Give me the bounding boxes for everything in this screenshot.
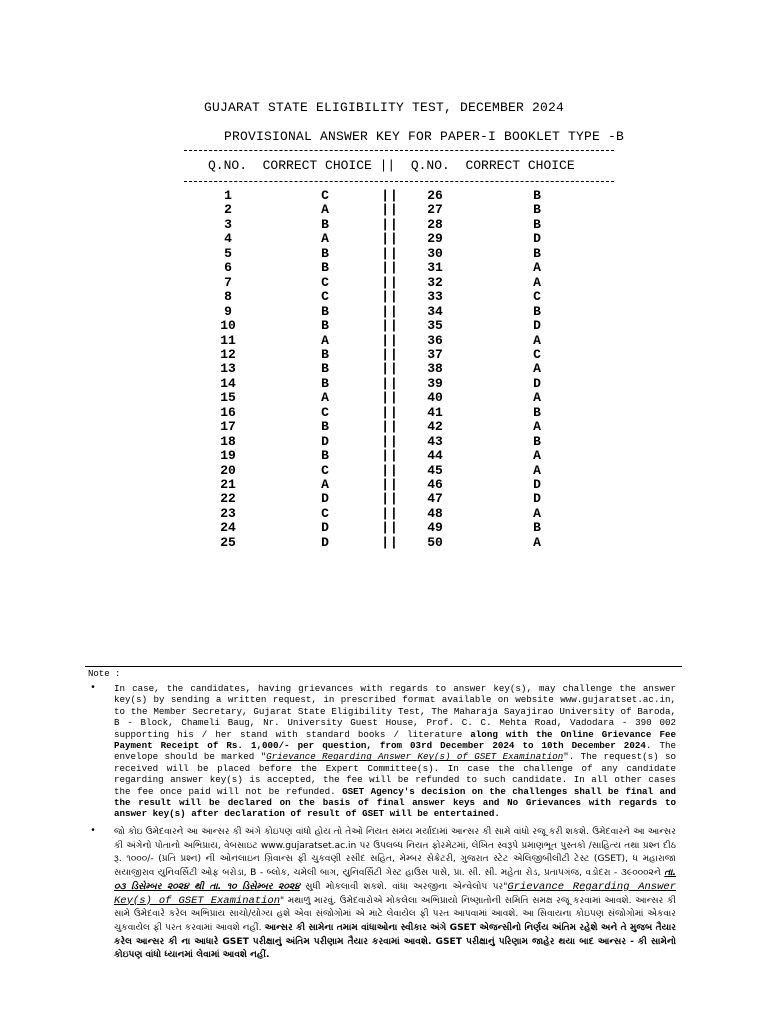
question-number: 44 — [427, 448, 443, 464]
question-number: 43 — [427, 433, 443, 449]
column-separator: || — [381, 231, 399, 247]
column-separator: || — [381, 188, 399, 203]
correct-choice: A — [321, 390, 329, 406]
question-number: 39 — [427, 375, 443, 391]
correct-choice: C — [321, 188, 329, 203]
correct-choice: B — [533, 188, 541, 203]
correct-choice: B — [321, 361, 329, 377]
correct-choice: C — [533, 289, 541, 305]
correct-choice: B — [321, 245, 329, 261]
note-gu-text: સુધી મોકલાવી શકશે. વાંધા અરજીના એન્વેલોપ પર" — [299, 881, 508, 892]
correct-choice: B — [533, 245, 541, 261]
note-label: Note : — [88, 669, 121, 679]
column-separator: || — [381, 375, 399, 391]
correct-choice: D — [533, 375, 541, 391]
note-gujarati — [114, 826, 676, 963]
question-number: 29 — [427, 231, 443, 247]
question-number: 41 — [427, 404, 443, 420]
question-number: 36 — [427, 332, 443, 348]
correct-choice: B — [321, 375, 329, 391]
question-number: 4 — [224, 231, 232, 247]
correct-choice: A — [321, 332, 329, 348]
correct-choice: A — [321, 202, 329, 218]
correct-choice: C — [321, 274, 329, 290]
column-separator: || — [381, 505, 399, 521]
question-number: 21 — [220, 477, 236, 492]
question-number: 9 — [224, 303, 232, 319]
question-number: 35 — [427, 318, 443, 334]
correct-choice: D — [321, 491, 329, 507]
question-number: 45 — [427, 462, 443, 478]
column-separator: || — [381, 274, 399, 290]
question-number: 42 — [427, 419, 443, 435]
correct-choice: A — [321, 231, 329, 247]
question-number: 14 — [220, 375, 236, 391]
question-number: 28 — [427, 216, 443, 232]
question-number: 24 — [220, 520, 236, 536]
note-en-envelope: Grievance Regarding Answer Key(s) of GSET Examination — [266, 751, 564, 763]
question-number: 13 — [220, 361, 236, 377]
question-number: 1 — [224, 188, 232, 203]
correct-choice: B — [533, 433, 541, 449]
question-number: 32 — [427, 274, 443, 290]
page-title: GUJARAT STATE ELIGIBILITY TEST, DECEMBER 2024 — [203, 100, 565, 115]
correct-choice: C — [321, 404, 329, 420]
note-gu-text: જો કોઇ ઉમેદવારને આ આન્સર કી અંગે કોઇપણ વાંધો હોય તો તેઓ નિયત સમય મર્યાદામાં આન્સર કી સામે વાંધો રજૂ કરી શકશે. ઉમેદવારને આ આન્સર કી અંગેનો પોતાનો અભિપ્રાય, વેબસાઇટ www.gujaratset.ac.in પર ઉપલબ્ધ નિયત ફોરમેટમાં, લેખિત સ્વરૂપે પ્રમાણભૂત પુસ્તકો /સાહિત્ય તથા પ્રશ્ન દીઠ રૂ. ૧૦૦૦/- (પ્રતિ પ્રશ્ન) ની ઓનલાઇન ગ્રિવાન્સ ફી ચુકવણી રસીદ સહિત, મેમ્બર સેક્રેટરી, ગુજરાત સ્ટેટ એલિજીબીલીટી ટેસ્ટ (GSET), ધ મહારાજા સયાજીરાવ યુનિવર્સિટી ઓફ બરોડા, B - બ્લોક, ચમેલી બાગ, યુનિવર્સિટી ગેસ્ટ હાઉસ પાસે, પ્રા. સી. સી. મહેતા રોડ, પ્રતાપગંજ, વડોદરા - ૩૯૦૦૦૨ને — [114, 827, 676, 879]
note-english — [114, 683, 676, 820]
question-number: 40 — [427, 390, 443, 406]
question-number: 15 — [220, 390, 236, 406]
divider-header — [184, 181, 614, 182]
question-number: 49 — [427, 520, 443, 536]
column-separator: || — [381, 491, 399, 507]
question-number: 3 — [224, 216, 232, 232]
note-en-text: In case, the candidates, having grievances with regards to answer key(s), may challenge the answer key(s) by sending a written request, in prescribed format available on website www.gujaratset.ac.in, to the Member Secretary, Gujarat State Eligibility Test, The Maharaja Sayajirao University of Baroda, B - Block, Chameli Baug, Nr. University Guest House, Prof. C. C. Mehta Road, Vadodara - 390 002 supporting his / her stand with standard books / literature — [114, 683, 676, 740]
correct-choice: A — [533, 462, 541, 478]
column-separator: || — [381, 433, 399, 449]
column-separator: || — [381, 216, 399, 232]
correct-choice: A — [533, 332, 541, 348]
table-row — [0, 535, 768, 551]
correct-choice: B — [321, 346, 329, 362]
column-separator: || — [381, 318, 399, 334]
question-number: 46 — [427, 477, 443, 492]
correct-choice: D — [321, 433, 329, 449]
question-number: 2 — [224, 202, 232, 218]
table-header: Q.NO. CORRECT CHOICE || Q.NO. CORRECT CHOICE — [208, 158, 575, 173]
question-number: 17 — [220, 419, 236, 435]
correct-choice: B — [533, 303, 541, 319]
column-separator: || — [381, 462, 399, 478]
correct-choice: B — [533, 520, 541, 536]
correct-choice: A — [533, 390, 541, 406]
note-en-text: . The envelope should be marked " — [114, 740, 676, 763]
question-number: 50 — [427, 534, 443, 550]
correct-choice: C — [321, 462, 329, 478]
page-subtitle: PROVISIONAL ANSWER KEY FOR PAPER-I BOOKLET TYPE -B — [223, 129, 625, 144]
correct-choice: C — [533, 346, 541, 362]
column-separator: || — [381, 289, 399, 305]
question-number: 8 — [224, 289, 232, 305]
column-separator: || — [381, 260, 399, 276]
bullet-icon: • — [90, 683, 97, 694]
correct-choice: B — [533, 202, 541, 218]
correct-choice: D — [533, 477, 541, 492]
question-number: 10 — [220, 318, 236, 334]
correct-choice: D — [533, 231, 541, 247]
question-number: 23 — [220, 505, 236, 521]
correct-choice: A — [533, 534, 541, 550]
correct-choice: D — [533, 318, 541, 334]
correct-choice: A — [533, 448, 541, 464]
column-separator: || — [381, 346, 399, 362]
question-number: 19 — [220, 448, 236, 464]
correct-choice: D — [321, 534, 329, 550]
correct-choice: D — [321, 520, 329, 536]
note-rule — [85, 666, 682, 667]
column-separator: || — [381, 332, 399, 348]
column-separator: || — [381, 361, 399, 377]
question-number: 47 — [427, 491, 443, 507]
question-number: 33 — [427, 289, 443, 305]
question-number: 6 — [224, 260, 232, 276]
correct-choice: B — [321, 318, 329, 334]
correct-choice: D — [533, 491, 541, 507]
correct-choice: A — [533, 260, 541, 276]
column-separator: || — [381, 477, 399, 492]
question-number: 27 — [427, 202, 443, 218]
column-separator: || — [381, 404, 399, 420]
column-separator: || — [381, 419, 399, 435]
correct-choice: B — [321, 448, 329, 464]
correct-choice: B — [321, 419, 329, 435]
correct-choice: A — [533, 361, 541, 377]
question-number: 26 — [427, 188, 443, 203]
correct-choice: C — [321, 505, 329, 521]
column-separator: || — [381, 534, 399, 550]
note-gu-text: " મથાળું મારવું. ઉમેદવારોએ મોકલેલા અભિપ્રાયો નિષ્ણાતોની સમિતિ સમક્ષ રજૂ કરવામાં આવશે. આન્સર કી સામે ઉમેદવારે કરેલ અભિપ્રાય સાચો/યોગ્ય હશે એવા સંજોગોમાં એ માટે લેવાયેલ ફી પરત આપવામાં આવશે. આ સિવાયના કોઇપણ સંજોગોમાં એકવાર ચુકવાયેલ ફી પરત કરવામાં આવશે નહીં. — [114, 895, 677, 933]
correct-choice: B — [321, 216, 329, 232]
column-separator: || — [381, 448, 399, 464]
correct-choice: B — [321, 260, 329, 276]
correct-choice: A — [533, 419, 541, 435]
correct-choice: C — [321, 289, 329, 305]
question-number: 22 — [220, 491, 236, 507]
question-number: 25 — [220, 534, 236, 550]
correct-choice: A — [533, 505, 541, 521]
divider-top — [184, 150, 614, 151]
question-number: 31 — [427, 260, 443, 276]
column-separator: || — [381, 520, 399, 536]
correct-choice: B — [533, 404, 541, 420]
question-number: 7 — [224, 274, 232, 290]
note-gu-dates: તા. ૦૩ ડિસેમ્બર ૨૦૨૪ થી તા. ૧૦ ડિસેમ્બર ૨૦૨૪ — [114, 868, 676, 892]
question-number: 5 — [224, 245, 232, 261]
question-number: 48 — [427, 505, 443, 521]
question-number: 20 — [220, 462, 236, 478]
correct-choice: A — [321, 477, 329, 492]
question-number: 37 — [427, 346, 443, 362]
question-number: 18 — [220, 433, 236, 449]
correct-choice: B — [321, 303, 329, 319]
question-number: 38 — [427, 361, 443, 377]
question-number: 34 — [427, 303, 443, 319]
column-separator: || — [381, 245, 399, 261]
question-number: 12 — [220, 346, 236, 362]
note-en-final: GSET Agency's decision on the challenges shall be final and the result will be declared on the basis of final answer keys and No Grievances with regards to answer key(s) after declaration of result of GSET will be entertained. — [114, 785, 676, 820]
bullet-icon: • — [90, 826, 97, 837]
correct-choice: B — [533, 216, 541, 232]
note-gu-final: આન્સર કી સામેના તમામ વાંધાઓના સ્વીકાર અંગે GSET એજન્સીનો નિર્ણય અંતિમ રહેશે અને તે મુજબ તૈયાર કરેલ આન્સર કી ના આધારે GSET પરીક્ષાનું અંતિમ પરીણામ તૈયાર કરવામાં આવશે. GSET પરીક્ષાનું પરિણામ જાહેર થયા બાદ આન્સર - કી સામેનો કોઇપણ વાંધો ધ્યાનમાં લેવામાં આવશે નહીં. — [114, 922, 677, 961]
note-en-text: ". The request(s) so received will be placed before the Expert Committee(s). In case the challenge of any candidate regarding answer key(s) is accepted, the fee will be refunded to such candidate. In all other cases the fee once paid will not be refunded. — [114, 751, 676, 797]
column-separator: || — [381, 202, 399, 218]
correct-choice: A — [533, 274, 541, 290]
column-separator: || — [381, 390, 399, 406]
question-number: 16 — [220, 404, 236, 420]
column-separator: || — [381, 303, 399, 319]
note-en-fee: along with the Online Grievance Fee Payment Receipt of Rs. 1,000/- per question, from 03rd December 2024 to 10th December 2024 — [114, 728, 676, 752]
question-number: 11 — [220, 332, 236, 348]
question-number: 30 — [427, 245, 443, 261]
note-gu-envelope: Grievance Regarding Answer Key(s) of GSET Examination — [114, 880, 676, 907]
